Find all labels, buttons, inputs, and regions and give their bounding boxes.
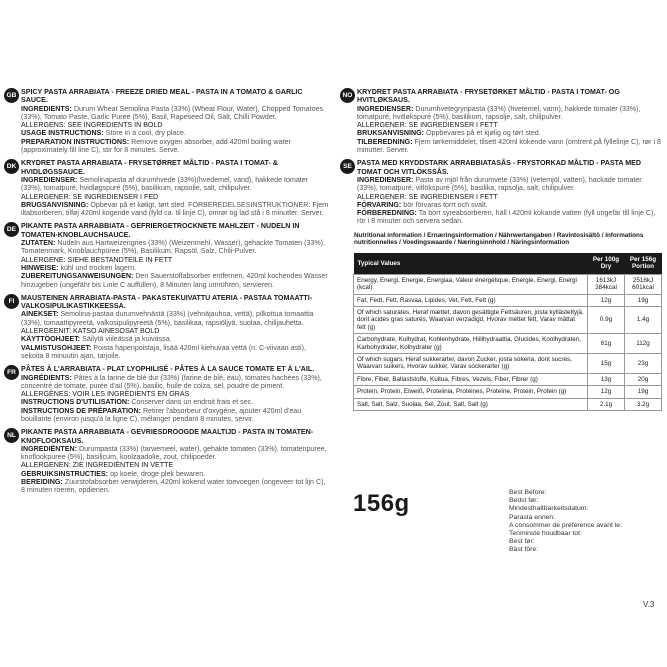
section-line — [21, 461, 329, 469]
section-line — [21, 176, 329, 193]
language-badge: NL — [4, 428, 19, 443]
section-line — [21, 193, 329, 201]
line-label: AINEKSET: — [21, 310, 59, 319]
line-label: USAGE INSTRUCTIONS: — [21, 129, 104, 138]
per-portion-value: 23g — [625, 354, 662, 374]
section-line — [357, 201, 662, 209]
section-line — [21, 398, 329, 406]
section-line — [357, 176, 662, 193]
line-label: INSTRUCTIONS D'UTILISATION: — [21, 398, 130, 407]
line-text: Zuurstofabsorber verwijderen, 420ml kokend water toevoegen (ongeveer tot lijn C), 8 minuten roeren, opdienen. — [21, 478, 326, 495]
line-text: ALLERGENER: SE INGREDIENSER I FETT — [357, 192, 498, 201]
section-title: MAUSTEINEN ARRABIATA-PASTA - PAKASTEKUIVATTU ATERIA - PASTAA TOMAATTI-VALKOSIPULIKASTIKKEESSA. — [21, 293, 313, 311]
line-text: Opbevar på et køligt, tørt sted. FORBEREDELSESINSTRUKTIONER: Fjern iltabsorberen, tilføj 420ml kogende vand (fyld ca. til linje C), omrør og lad stå i 8 minutter. Server. — [21, 200, 329, 218]
nutrition-row — [354, 334, 662, 354]
per-100g-value: 0.9g — [588, 306, 625, 333]
left-column — [4, 88, 329, 500]
per-100g-value: 2.1g — [588, 398, 625, 410]
line-text: Durum Wheat Semolina Pasta (33%) (Wheat Flour, Water), Chopped Tomatoes (33%), Tomato Paste, Garlic Puree (5%), Basil, Rapeseed Oil, Salt, Chilli Powder. — [21, 104, 324, 121]
line-label: INGRÉDIENTS: — [21, 373, 72, 382]
line-text: op koele, droge plek bewaren. — [110, 469, 206, 478]
line-label: FÖRVARING: — [357, 200, 402, 209]
line-text: Store in a cool, dry place. — [105, 129, 186, 138]
per-portion-value: 19g — [625, 294, 662, 306]
version-label: V.3 — [643, 600, 655, 609]
section-line — [21, 105, 329, 122]
language-section-se — [340, 159, 662, 225]
net-weight: 156g — [353, 490, 410, 517]
line-text: Nudeln aus Hartweizengries (33%) (Weizenmehl, Wasser), gehackte Tomaten (33%), Tomatenmark, Knoblauchpüree (5%), Basilikum, Rapsöl, Salz, Chili-Pulver. — [21, 239, 325, 256]
line-text: ALLERGENE: SIEHE BESTANDTEILE IN FETT — [21, 255, 173, 264]
section-line — [21, 374, 329, 391]
line-label: ZUBEREITUNGSANWEISUNGEN: — [21, 272, 134, 281]
line-label: ZUTATEN: — [21, 239, 56, 248]
section-line — [21, 201, 329, 218]
language-badge: DE — [4, 222, 19, 237]
line-label: INGREDIENSER: — [357, 175, 414, 184]
line-text: Poista hapenpoistaja, lisää 420ml kiehuvaa vettä (n. C-viivaan asti), sekoita 8 minuutin ajan, tarjoile. — [21, 343, 306, 360]
line-text: kühl und trocken lagern. — [60, 263, 137, 272]
line-text: Durumhvetegrynpasta (33%) (hvetemel, vann), hakkede tomater (33%), tomatpuré, hvitløkspuré (5%), basilikum, rapsolje, salt, chilipulver. — [357, 104, 641, 121]
section-line — [21, 129, 329, 137]
line-text: Fjern tørkemiddelet, tilsett 420ml kokende vann (omtrent på fyllelinje C), rør i 8 minutter. Server. — [357, 137, 661, 155]
section-line — [21, 264, 329, 272]
best-before-line: Bäst före: — [509, 546, 539, 554]
line-text: Oppbevares på et kjølig og tørt sted. — [425, 129, 541, 138]
line-label: INGREDIENSER: — [21, 175, 78, 184]
per-100g-value: 1613kJ 384kcal — [588, 274, 625, 294]
line-label: BRUKSANVISNING: — [357, 129, 424, 138]
nutrition-row — [354, 386, 662, 398]
language-section-nl — [4, 428, 329, 494]
section-line — [357, 138, 662, 155]
line-text: Remove oxygen absorber, add 420ml boiling water (approximately fill line C), stir for 8 minutes. Serve. — [21, 137, 291, 155]
language-badge: FI — [4, 294, 19, 309]
language-badge: DK — [4, 159, 19, 174]
line-text: Ta bort syreabsorberen, häll i 420ml kokande vatten (fyll ungefär till linje C), rör i 8 minuter och servera sedan. — [357, 209, 656, 226]
section-line — [21, 478, 329, 495]
per-100g-header: Per 100g Dry — [588, 253, 625, 274]
nutrition-table — [353, 253, 662, 411]
section-line — [21, 445, 329, 462]
line-text: Pâtes à la farine de blé dur (33%) (farine de blé, eau), tomates hachées (33%), concentré de tomate, purée d'ail (5%), basilic, huile de colza, sel, poudre de piment. — [21, 373, 322, 390]
section-line — [357, 193, 662, 201]
nutrition-header-row — [354, 253, 662, 274]
section-line — [21, 407, 329, 424]
nutrition-row — [354, 398, 662, 410]
per-portion-value: 19g — [625, 386, 662, 398]
line-label: VALMISTUSOHJEET: — [21, 343, 92, 352]
language-section-dk — [4, 159, 329, 217]
nutrient-label: Fibre, Fiber, Ballaststoffe, Kuitua, Fibres, Vezels, Fiber, Fibrer (g) — [354, 373, 588, 385]
nutrient-label: Energy, Energi, Energie, Energiaa, Valeur énergétique, Energie, Energi, Energi (kcal) — [354, 274, 588, 294]
nutrient-label: Fat, Fedt, Fett, Rasvaa, Lipides, Vet, Fett, Fett (g) — [354, 294, 588, 306]
typical-values-header: Typical Values — [354, 253, 588, 274]
line-label: INSTRUCTIONS DE PRÉPARATION: — [21, 406, 141, 415]
section-title: PÂTES À L'ARRABIATA - PLAT LYOPHILISÉ - PÂTES À LA SAUCE TOMATE ET À L'AIL. — [21, 365, 315, 374]
per-100g-value: 13g — [588, 373, 625, 385]
per-100g-value: 15g — [588, 354, 625, 374]
line-label: PREPARATION INSTRUCTIONS: — [21, 137, 130, 146]
section-title: KRYDRET PASTA ARRABIATA - FRYSETØRRET MÅLTID - PASTA I TOMAT- & HVIDLØGSSAUCE. — [21, 159, 278, 176]
per-portion-value: 20g — [625, 373, 662, 385]
line-text: Semolina-pastaa durumvehnästä (33%) (vehnäjauhoa, vettä), pilkottua tomaattia (33%), tomaattipyreetä, valkosipulipyreetä (5%), basilikaa, rapsiöljyä, suolaa, chilijauhetta. — [21, 310, 314, 327]
line-label: BRUGSANVISNING: — [21, 200, 89, 209]
line-text: ALLERGENER: SE INGREDIENSER I FETT — [357, 121, 498, 130]
nutrition-row — [354, 294, 662, 306]
nutrition-heading: Nutritional information / Ernæringsinformation / Nährwertangaben / Ravintosisältö / Informations nutritionnelles / Voedingswaarde / Næringsinnhold / Näringsinformation — [354, 231, 644, 247]
best-before-line: Bedst før: — [509, 497, 539, 505]
section-title: PIKANTE PASTA ARRABBIATA - GEFRIERGETROCKNETE MAHLZEIT - NUDELN IN TOMATEN-KNOBLAUCHSAUCE. — [21, 222, 300, 239]
language-section-gb — [4, 88, 329, 154]
section-title: PIKANTE PASTA ARRABBIATA - GEVRIESDROOGDE MAALTIJD - PASTA IN TOMATEN-KNOFLOOKSAUS. — [21, 428, 314, 445]
language-badge: GB — [4, 88, 19, 103]
best-before-line: Parasta ennen: — [509, 513, 556, 521]
section-title: SPICY PASTA ARRABIATA - FREEZE DRIED MEAL - PASTA IN A TOMATO & GARLIC SAUCE. — [21, 88, 303, 105]
section-line — [21, 470, 329, 478]
line-label: INGREDIENSER: — [357, 104, 414, 113]
section-line — [21, 390, 329, 398]
section-line — [21, 344, 329, 361]
per-portion-value: 2516kJ 601kcal — [625, 274, 662, 294]
line-text: ALLERGENS: SEE INGREDIENTS IN BOLD — [21, 121, 163, 130]
line-text: Pasta av mjöl från durumvete (33%) (vetemjöl, vatten), hackade tomater (33%), tomatpuré, vitlökspuré (5%), basilika, rapsolja, salt, chilipulver. — [357, 175, 642, 193]
per-portion-value: 1.4g — [625, 306, 662, 333]
line-text: ALLERGÈNES: VOIR LES INGRÉDIENTS EN GRAS — [21, 390, 190, 399]
line-text: ALLERGENEN: ZIE INGREDIËNTEN IN VETTE — [21, 461, 174, 470]
line-text: Den Sauerstoffabsorber entfernen, 420ml kochendes Wasser hinzugeben (ungefähr bis Linie C auffüllen), 8 Minuten lang umrühren, servieren. — [21, 272, 328, 289]
section-line — [21, 121, 329, 129]
nutrition-row — [354, 373, 662, 385]
section-line — [21, 310, 329, 327]
right-language-sections — [340, 88, 662, 226]
per-portion-value: 112g — [625, 334, 662, 354]
line-text: ALLERGEENIT: KATSO AINESOSAT BOLD — [21, 327, 160, 336]
nutrient-label: Of which saturates, Heraf mættet, davon gesättigte Fettsäuren, josta kyllästettyjä, dont acides gras saturés, Waarvan verzadigd, Hvorav mettet fett, Varav mättat fett (g) — [354, 306, 588, 333]
section-line — [21, 256, 329, 264]
section-line — [21, 138, 329, 155]
language-section-no — [340, 88, 662, 154]
section-line — [21, 239, 329, 256]
section-title: PASTA MED KRYDDSTARK ARRABBIATASÅS - FRYSTORKAD MÅLTID - PASTA MED TOMAT OCH VITLÖKSSÅS. — [357, 159, 641, 176]
right-column — [340, 88, 662, 411]
per-100g-value: 61g — [588, 334, 625, 354]
section-line — [357, 129, 662, 137]
line-text: bör förvaras torrt och svalt. — [403, 200, 488, 209]
line-label: GEBRUIKSINSTRUCTIES: — [21, 469, 109, 478]
language-badge: SE — [340, 159, 355, 174]
best-before-block — [509, 489, 622, 555]
per-100g-value: 12g — [588, 386, 625, 398]
per-100g-value: 12g — [588, 294, 625, 306]
section-title: KRYDRET PASTA ARRABIATA - FRYSETØRKET MÅLTID - PASTA I TOMAT- OG HVITLØKSAUS. — [357, 88, 620, 105]
per-portion-header: Per 156g Portion — [625, 253, 662, 274]
nutrient-label: Salt, Salt, Salz, Suolaa, Sel, Zout, Salt, Salt (g) — [354, 398, 588, 410]
line-text: Säilytä viileässä ja kuivassa. — [82, 335, 172, 344]
line-label: INGREDIËNTEN: — [21, 444, 77, 453]
section-line — [357, 121, 662, 129]
best-before-line: Tenminste houdbaar tot: — [509, 530, 582, 538]
section-line — [357, 209, 662, 226]
line-text: Conserver dans un endroit frais et sec. — [131, 398, 254, 407]
line-text: Durumpasta (33%) (tarwemeel, water), gehakte tomaten (33%), tomatenpuree, knoflookpuree (5%), basilicum, koolzaadolie, zout, chilipoeder. — [21, 444, 327, 462]
best-before-line: A consommer de préférence avant le: — [509, 521, 622, 529]
line-label: FÖRBEREDNING: — [357, 209, 417, 218]
best-before-line: Best før: — [509, 538, 535, 546]
language-badge: NO — [340, 88, 355, 103]
best-before-line: Best Before: — [509, 489, 547, 496]
language-section-de — [4, 222, 329, 288]
section-line — [21, 335, 329, 343]
nutrient-label: Carbohydrate, Kulhydrat, Kohlenhydrate, Hiilihydraattia, Glucides, Koolhydraten, Karbohydrater, Kolhydrater (g) — [354, 334, 588, 354]
line-label: KÄYTTÖOHJEET: — [21, 335, 81, 344]
nutrient-label: Protein, Protein, Eiweiß, Proteiinia, Protéines, Proteïne, Protein, Protein (g) — [354, 386, 588, 398]
language-section-fr — [4, 365, 329, 423]
nutrition-row — [354, 306, 662, 333]
per-portion-value: 3.2g — [625, 398, 662, 410]
language-badge: FR — [4, 365, 19, 380]
line-label: TILBEREDNING: — [357, 137, 413, 146]
line-label: HINWEISE: — [21, 263, 59, 272]
line-text: Retirer l'absorbeur d'oxygène, ajouter 420ml d'eau bouillante (environ jusqu'à la ligne C), mélanger pendant 8 minutes, servir. — [21, 406, 302, 423]
section-line — [357, 105, 662, 122]
nutrition-row — [354, 354, 662, 374]
line-text: Semolinapasta af durumhvede (33%)(hvedemel, vand), hakkede tomater (33%), tomatpuré, hvidløgspuré (5%), basilikum, rapsolie, salt, chilipulver. — [21, 175, 309, 193]
section-line — [21, 272, 329, 289]
language-section-fi — [4, 294, 329, 360]
line-label: INGREDIENTS: — [21, 104, 72, 113]
line-label: BEREIDING: — [21, 478, 63, 487]
nutrient-label: Of which sugars, Heraf sukkerarter, davon Zucker, josta sokeria, dont sucres, Waarvan suikers, Hvorav sukker, Varav sockerarter (g) — [354, 354, 588, 374]
best-before-line: Mindesthaltbarkeitsdatum: — [509, 505, 589, 513]
nutrition-row — [354, 274, 662, 294]
line-text: ALLERGENER: SE INGREDIENSER I FED — [21, 192, 159, 201]
